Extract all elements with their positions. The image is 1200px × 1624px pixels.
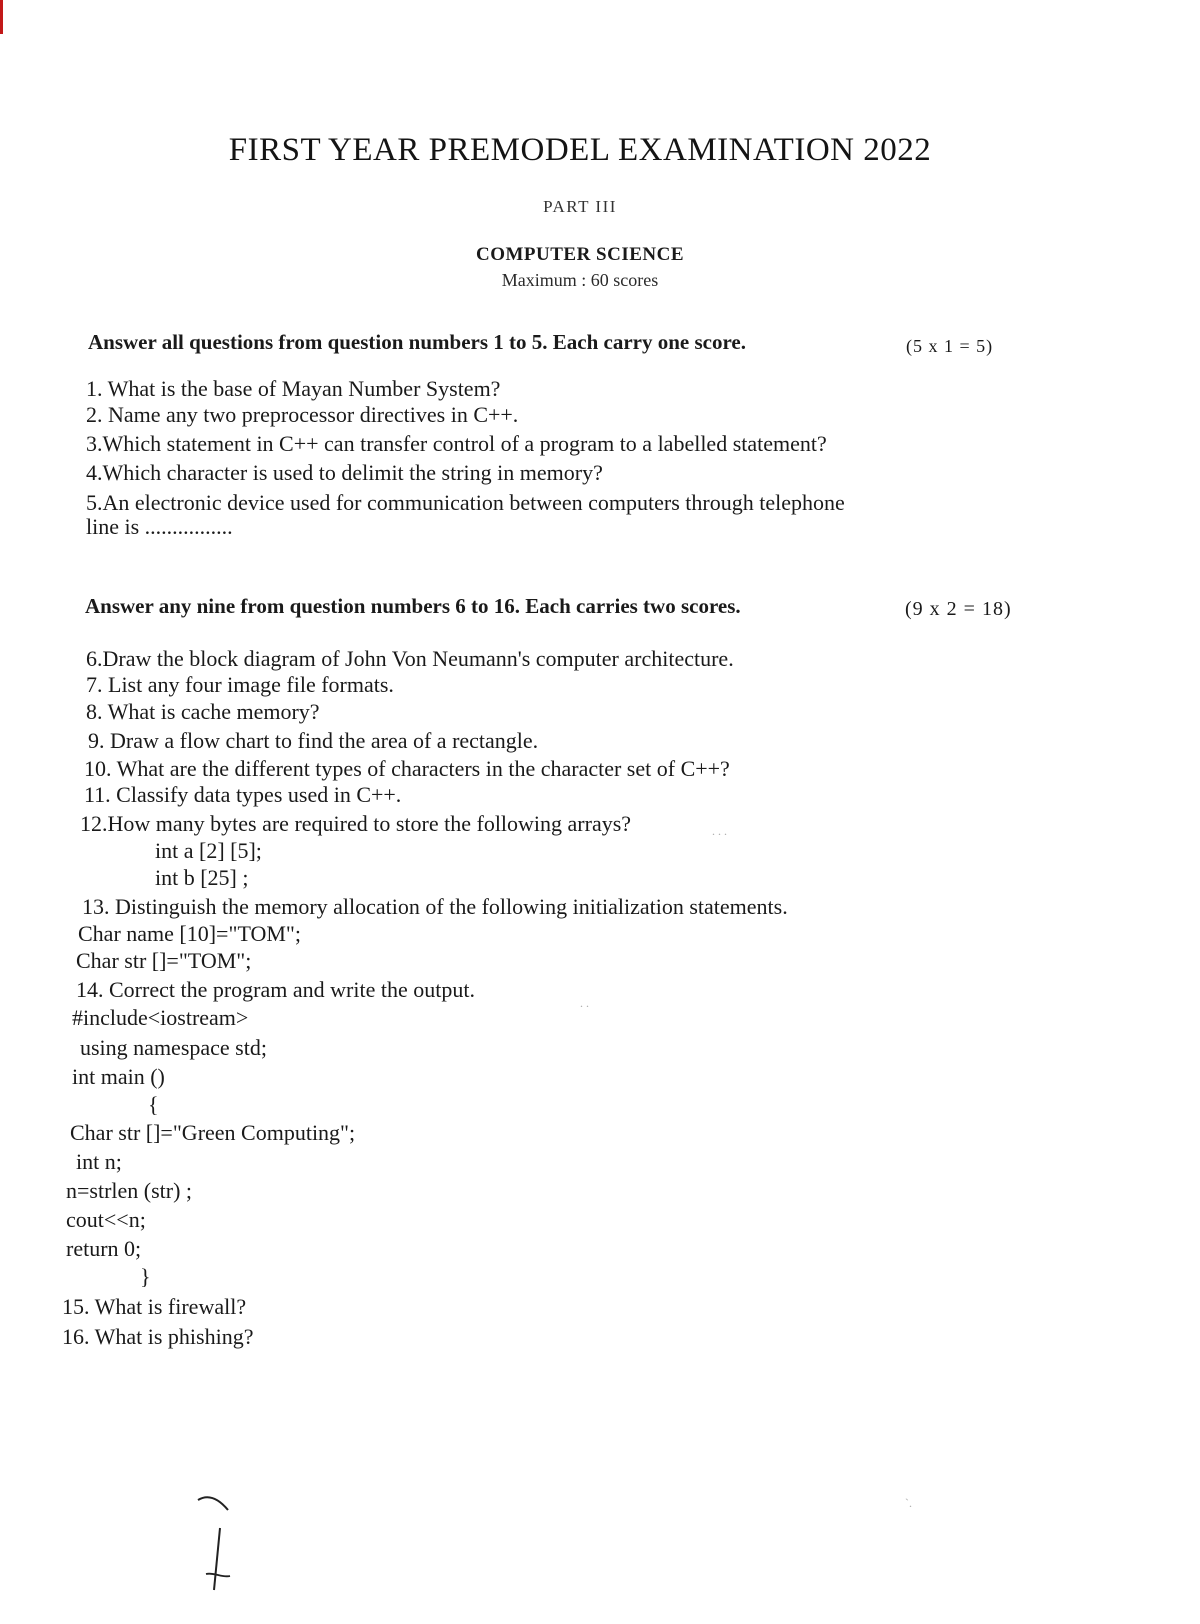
question-14: 14. Correct the program and write the output.	[76, 977, 475, 1002]
code-line-char-str: Char str []="Green Computing";	[70, 1120, 356, 1145]
question-12: 12.How many bytes are required to store the following arrays?	[80, 811, 632, 836]
question-15: 15. What is firewall?	[62, 1294, 247, 1319]
page-edge-mark	[0, 0, 3, 34]
question-11: 11. Classify data types used in C++.	[84, 782, 402, 807]
code-line-return: return 0;	[66, 1236, 142, 1261]
exam-subject: COMPUTER SCIENCE	[475, 244, 685, 265]
code-line-main: int main ()	[72, 1064, 165, 1089]
question-13: 13. Distinguish the memory allocation of the following initialization statements.	[82, 894, 788, 919]
code-line-cout: cout<<n;	[66, 1207, 146, 1232]
question-4: 4.Which character is used to delimit the string in memory?	[86, 460, 603, 485]
code-line-open-brace: {	[148, 1092, 159, 1117]
code-line-int-n: int n;	[76, 1149, 122, 1174]
section1-instruction: Answer all questions from question numbers 1 to 5. Each carry one score.	[88, 330, 746, 354]
code-line-close-brace: }	[140, 1264, 151, 1289]
question-12-array-b: int b [25] ;	[155, 865, 249, 890]
max-score: Maximum : 60 scores	[501, 270, 659, 290]
handwritten-mark-icon	[190, 1488, 250, 1598]
exam-title: FIRST YEAR PREMODEL EXAMINATION 2022	[228, 132, 932, 168]
scan-speck: `.	[905, 1496, 912, 1510]
question-5-continued: line is ................	[86, 514, 233, 539]
section2-score: (9 x 2 = 18)	[905, 598, 1012, 620]
question-13-statement-b: Char str []="TOM";	[76, 948, 252, 973]
question-6: 6.Draw the block diagram of John Von Neumann's computer architecture.	[86, 646, 734, 671]
question-3: 3.Which statement in C++ can transfer control of a program to a labelled statement?	[86, 431, 827, 456]
section2-instruction: Answer any nine from question numbers 6 to 16. Each carries two scores.	[85, 594, 741, 618]
question-5: 5.An electronic device used for communication between computers through telephone	[86, 490, 845, 515]
code-line-strlen: n=strlen (str) ;	[66, 1178, 193, 1203]
exam-part: PART III	[543, 197, 617, 216]
code-line-include: #include<iostream>	[72, 1005, 249, 1030]
question-7: 7. List any four image file formats.	[86, 672, 394, 697]
scan-speck: . . .	[712, 824, 727, 838]
question-16: 16. What is phishing?	[62, 1324, 254, 1349]
question-12-array-a: int a [2] [5];	[155, 838, 262, 863]
question-2: 2. Name any two preprocessor directives in C++.	[86, 402, 519, 427]
question-13-statement-a: Char name [10]="TOM";	[78, 921, 302, 946]
code-line-namespace: using namespace std;	[80, 1035, 267, 1060]
scan-speck: . .	[580, 996, 589, 1010]
section1-score: (5 x 1 = 5)	[906, 336, 994, 356]
question-10: 10. What are the different types of characters in the character set of C++?	[84, 756, 730, 781]
question-8: 8. What is cache memory?	[86, 699, 320, 724]
question-9: 9. Draw a flow chart to find the area of a rectangle.	[88, 728, 539, 753]
question-1: 1. What is the base of Mayan Number System?	[86, 376, 501, 401]
